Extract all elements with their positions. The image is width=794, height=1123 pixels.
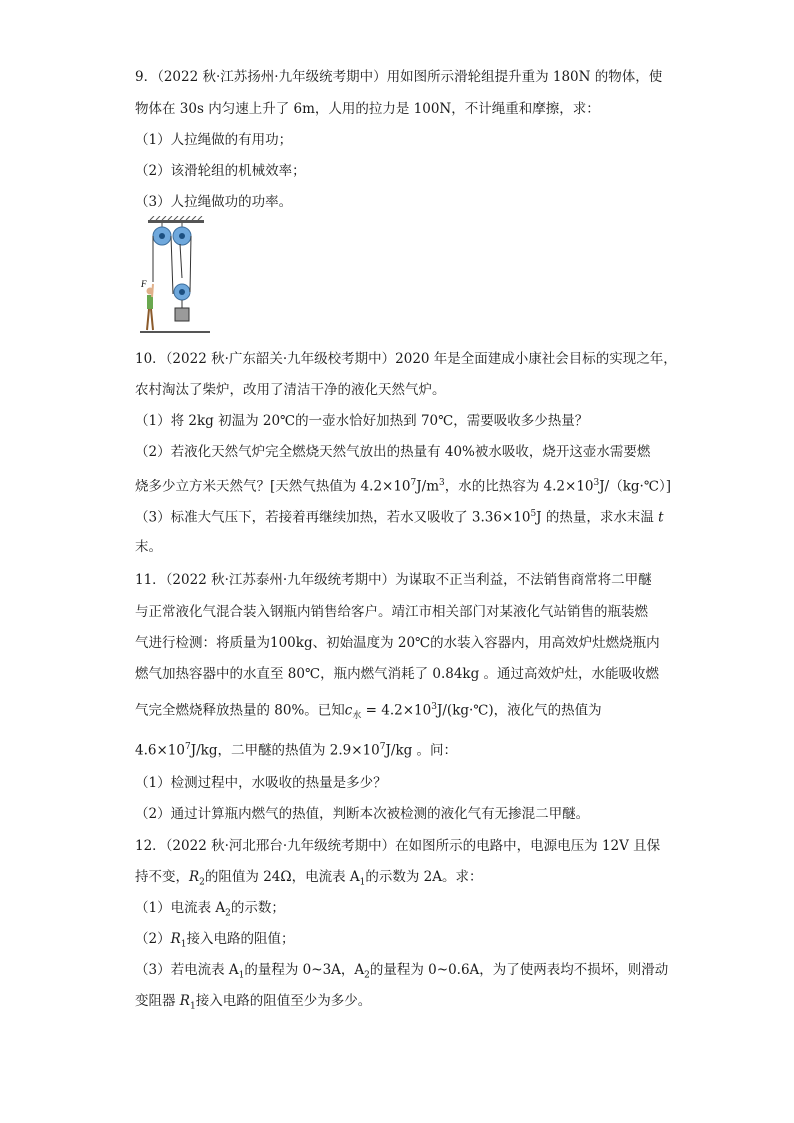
q12-part3-line1: （3）若电流表 $A_1$的量程为 0~3A，$A_2$的量程为 0~0.6A，为了使两表均不损坏，则滑动: [135, 962, 669, 981]
q12-part1: （1）电流表 $A_2$的示数；: [135, 900, 285, 919]
q9-stem-line1: 9．（2022 秋·江苏扬州·九年级统考期中）用如图所示滑轮组提升重为 180N 的物体，使: [135, 69, 663, 85]
q11-stem-line5: 气完全燃烧释放热量的 80%。已知$c_水$ = $4.2\times 10^3J/(kg\cdot℃)$，液化气的热值为: [135, 702, 602, 722]
q9-part1: （1）人拉绳做的有用功；: [135, 132, 293, 148]
force-label: F: [141, 279, 147, 289]
q11-stem-line1: 11．（2022 秋·江苏泰州·九年级统考期中）为谋取不正当利益，不法销售商常将二甲醚: [135, 572, 652, 588]
q11-stem-line4: 燃气加热容器中的水直至 80℃，瓶内燃气消耗了 0.84kg 。通过高效炉灶，水能吸收燃: [135, 666, 660, 682]
q11-stem-line3: 气进行检测：将质量为100kg、初始温度为 20℃的水装入容器内，用高效炉灶燃烧瓶内: [135, 635, 660, 651]
q9-stem-line2: 物体在 30s 内匀速上升了 6m，人用的拉力是 100N，不计绳重和摩擦，求：: [135, 101, 600, 117]
q10-part3-line1: （3）标准大气压下，若接着再继续加热，若水又吸收了 $3.36\times 10^5J$ 的热量，求水末温 t: [135, 509, 664, 526]
q11-stem-line6: $4.6\times 10^7J/kg$，二甲醚的热值为 $2.9\times 10^7J/kg$ 。问：: [135, 742, 458, 759]
q12-part2: $(2)R_1$接入电路的阻值；: [135, 931, 295, 950]
q10-part2-line1: （2）若液化天然气炉完全燃烧天然气放出的热量有 40%被水吸收，烧开这壶水需要燃: [135, 444, 651, 460]
q10-part3-line2: 末。: [135, 539, 162, 555]
q9-part2: （2）该滑轮组的机械效率；: [135, 163, 306, 179]
q12-part3-line2: 变阻器 $R_1$接入电路的阻值至少为多少。: [135, 993, 372, 1012]
q9-part3: （3）人拉绳做功的功率。: [135, 194, 293, 210]
q10-stem-line1: 10．（2022 秋·广东韶关·九年级校考期中）2020 年是全面建成小康社会目标的实现之年，: [135, 351, 677, 367]
q12-stem-line1: 12．（2022 秋·河北邢台·九年级统考期中）在如图所示的电路中，电源电压为 12V 且保: [135, 838, 661, 854]
q11-part2: （2）通过计算瓶内燃气的热值，判断本次被检测的液化气有无掺混二甲醚。: [135, 806, 590, 822]
q10-part1: （1）将 2kg 初温为 20℃的一壶水恰好加热到 70℃，需要吸收多少热量？: [135, 413, 589, 429]
q11-part1: （1）检测过程中，水吸收的热量是多少？: [135, 775, 387, 791]
q10-stem-line2: 农村淘汰了柴炉，改用了清洁干净的液化天然气炉。: [135, 382, 446, 398]
q11-stem-line2: 与正常液化气混合装入钢瓶内销售给客户。靖江市相关部门对某液化气站销售的瓶装燃: [135, 604, 648, 620]
q12-stem-line2: 持不变，$R_2$的阻值为 24Ω，电流表 $A_1$的示数为 2A。求：: [135, 869, 483, 888]
q10-part2-line2: 烧多少立方米天然气？[天然气热值为 $4.2\times 10^7J/m^3$，水的比热容为 $4.2\times 10^3J/(kg\cdot℃)$]: [135, 478, 671, 495]
pulley-system-figure: [140, 216, 210, 338]
